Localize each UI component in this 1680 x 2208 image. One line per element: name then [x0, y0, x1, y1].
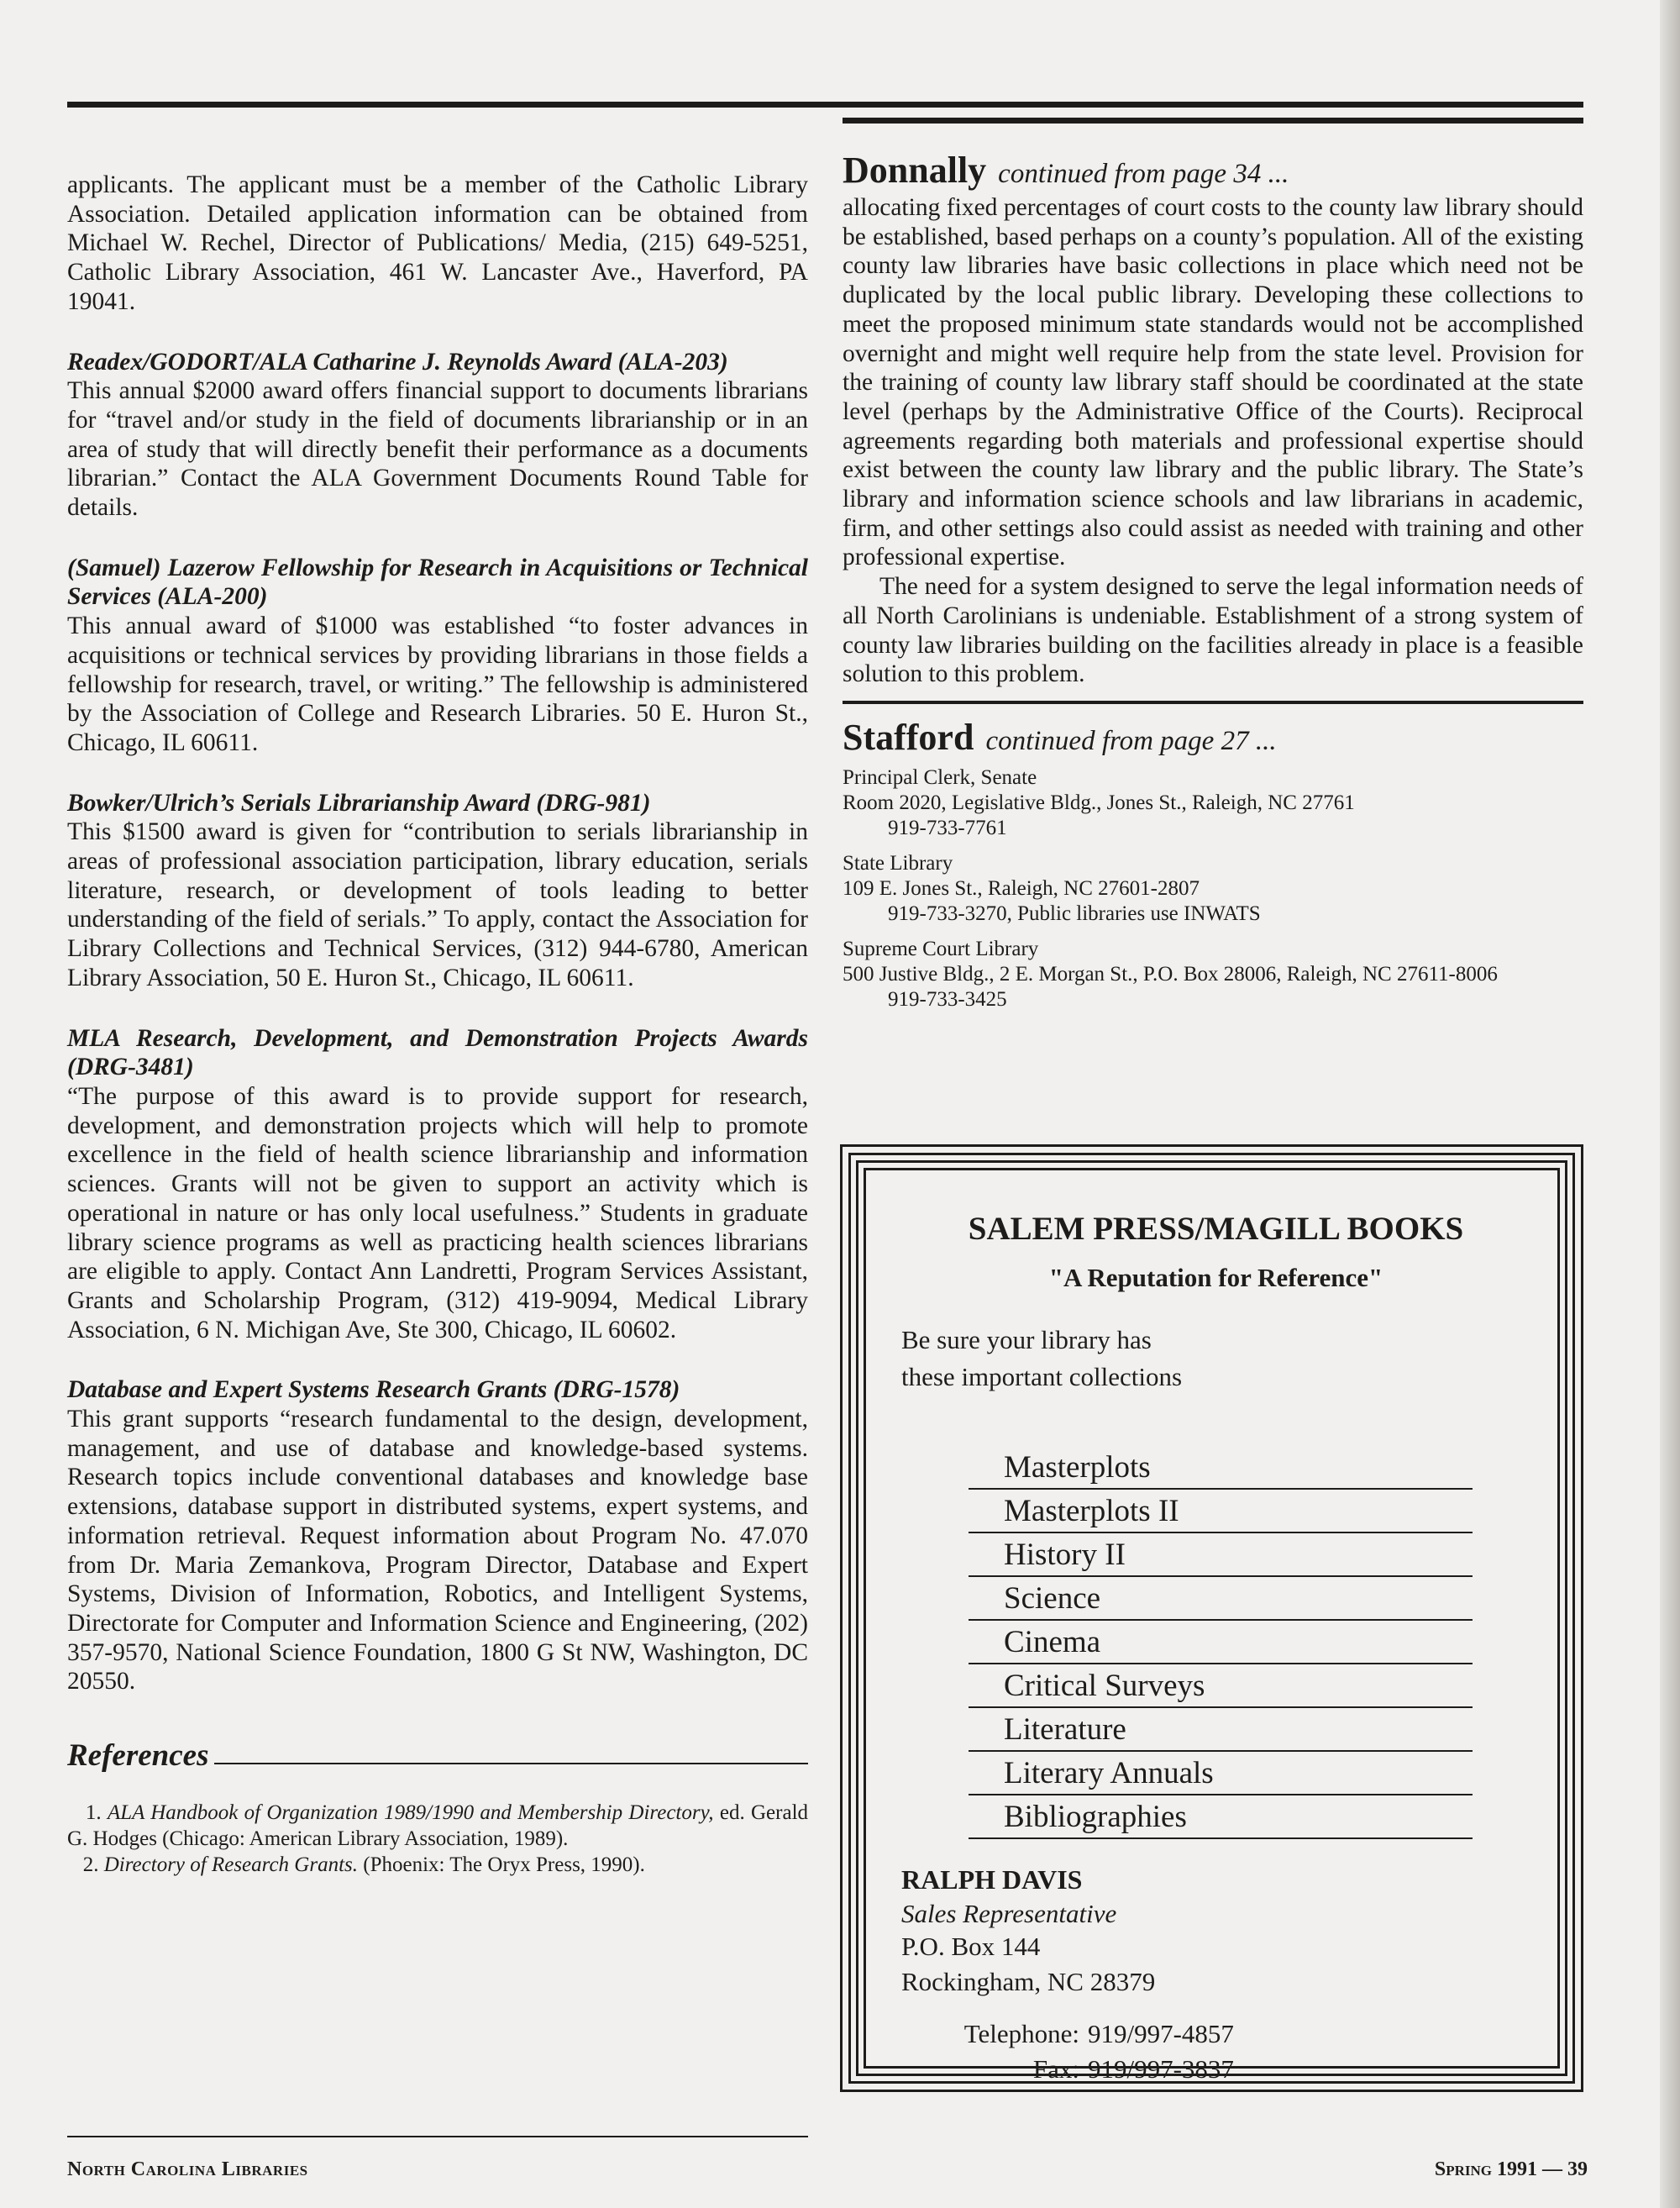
page-footer	[1435, 2158, 1588, 2181]
award-title-database: Database and Expert Systems Research Grants (DRG-1578)	[67, 1376, 680, 1404]
section-divider	[843, 701, 1583, 704]
references-heading-text: References	[67, 1738, 209, 1774]
award-title-mla: MLA Research, Development, and Demonstration Projects Awards (DRG-3481)	[67, 1024, 808, 1081]
address-block: State Library 109 E. Jones St., Raleigh, NC 27601-2807 919-733-3270, Public libraries use INWATS	[843, 851, 1261, 925]
issue-season: Spring 1991	[1434, 2158, 1537, 2180]
stafford-name: Stafford	[843, 716, 974, 758]
award-body-bowker: This $1500 award is given for “contribution to serials librarianship in areas of professional association participation, library education, serials literature, research, or development of tools leading to better understanding of the field of serials.” To apply, contact the Association for Library Collections and Technical Services, (312) 944-6780, American Library Association, 50 E. Huron St., Chicago, IL 60611.	[67, 818, 808, 991]
collection-item: Literary Annuals	[969, 1752, 1473, 1795]
collection-item: History II	[969, 1533, 1473, 1577]
intro-paragraph: applicants. The applicant must be a member of the Catholic Library Association. Detailed application information can be obtained from Michael W. Rechel, Director of Publications/ Media, (215) 649-5251, Catholic Library Association, 461 W. Lancaster Ave., Haverford, PA 19041.	[67, 171, 808, 315]
award-title-reynolds: Readex/GODORT/ALA Catharine J. Reynolds Award (ALA-203)	[67, 348, 728, 376]
stafford-continued: continued from page 27 ...	[985, 725, 1277, 756]
bottom-rule	[67, 2136, 808, 2137]
rep-name: RALPH DAVIS	[901, 1864, 1083, 1895]
stafford-heading	[843, 716, 1583, 759]
rep-role: Sales Representative	[901, 1899, 1117, 1928]
donnally-paragraph-2: The need for a system designed to serve the legal information needs of all North Carolinians is undeniable. Establishment of a strong system of county law libraries building on the facilities already in place is a feasible solution to this problem.	[843, 573, 1583, 688]
collection-list	[969, 1446, 1473, 1839]
ad-title: SALEM PRESS/MAGILL BOOKS	[968, 1211, 1464, 1247]
left-column	[67, 171, 808, 1878]
ad-subtitle: "A Reputation for Reference"	[1048, 1263, 1383, 1292]
ad-intro: Be sure your library has these important collections	[901, 1325, 1183, 1391]
rep-contact	[901, 2016, 1530, 2087]
collection-item: Literature	[969, 1708, 1473, 1752]
telephone-label: Telephone:	[963, 2019, 1079, 2048]
collection-item: Masterplots	[969, 1446, 1473, 1490]
collection-item: Cinema	[969, 1621, 1473, 1664]
reference-item: 2. Directory of Research Grants. (Phoenix: The Oryx Press, 1990).	[82, 1853, 645, 1876]
top-rule	[67, 102, 1583, 108]
right-column	[843, 118, 1583, 1023]
salem-press-advertisement	[840, 1144, 1583, 2092]
collection-item: Science	[969, 1577, 1473, 1621]
award-title-bowker: Bowker/Ulrich’s Serials Librarianship Award (DRG-981)	[67, 789, 651, 817]
page-number: — 39	[1542, 2158, 1588, 2180]
collection-item: Masterplots II	[969, 1490, 1473, 1533]
right-top-rule	[843, 118, 1583, 124]
donnally-continued: continued from page 34 ...	[998, 159, 1289, 189]
award-title-lazerow: (Samuel) Lazerow Fellowship for Research in Acquisitions or Technical Services (ALA-200)	[67, 554, 808, 611]
reference-item: 1. ALA Handbook of Organization 1989/1990 and Membership Directory, ed. Gerald G. Hodges (Chicago: American Library Association, 1989).	[67, 1801, 809, 1850]
journal-name: North Carolina Libraries	[67, 2158, 308, 2180]
collection-item: Critical Surveys	[969, 1664, 1473, 1708]
page-edge	[1660, 0, 1680, 2208]
telephone-number: 919/997-4857	[1088, 2019, 1234, 2048]
award-body-lazerow: This annual award of $1000 was established “to foster advances in acquisitions or technical services by providing librarians in those fields a fellowship for research, travel, or writing.” The fellowship is administered by the Association of College and Research Libraries. 50 E. Huron St., Chicago, IL 60611.	[67, 612, 808, 756]
donnally-paragraph-1: allocating fixed percentages of court costs to the county law library should be established, based perhaps on a county’s population. All of the existing county law libraries have basic collections in place which need not be duplicated by the local public library. Developing these collections to meet the proposed minimum state standards would not be accomplished overnight and might well require help from the state level. Provision for the training of county law library staff should be coordinated at the state level (perhaps by the Administrative Office of the Courts). Reciprocal agreements regarding both materials and professional expertise should exist between the county law library and the public library. The State’s library and information science schools and law librarians in academic, firm, and other settings also could assist as needed with training and other professional expertise.	[843, 194, 1583, 571]
rep-city: Rockingham, NC 28379	[901, 1967, 1156, 1996]
donnally-heading	[843, 149, 1583, 192]
donnally-name: Donnally	[843, 150, 987, 191]
rep-po-box: P.O. Box 144	[901, 1932, 1041, 1961]
references-list	[67, 1800, 808, 1878]
award-body-mla: “The purpose of this award is to provide support for research, development, and demonstration projects which will help to promote excellence in the field of health science librarianship and information sciences. Grants will not be given to support an activity which is operational in nature or has only local usefulness.” Students in graduate library science programs as well as practicing health sciences librarians are eligible to apply. Contact Ann Landretti, Program Services Assistant, Grants and Scholarship Program, (312) 419-9094, Medical Library Association, 6 N. Michigan Ave, Ste 300, Chicago, IL 60602.	[67, 1082, 808, 1343]
award-body-database: This grant supports “research fundamental to the design, development, management, and use of database and knowledge-based systems. Research topics include conventional databases and knowledge base extensions, database support in distributed systems, expert systems, and information retrieval. Request information about Program No. 47.070 from Dr. Maria Zemankova, Program Director, Database and Expert Systems, Division of Information, Robotics, and Intelligent Systems, Directorate for Computer and Information Science and Engineering, (202) 357-9570, National Science Foundation, 1800 G St NW, Washington, DC 20550.	[67, 1406, 808, 1695]
address-block: Principal Clerk, Senate Room 2020, Legislative Bldg., Jones St., Raleigh, NC 27761 919-733-7761	[843, 765, 1355, 839]
address-list	[843, 765, 1583, 1012]
collection-item: Bibliographies	[969, 1795, 1473, 1839]
donnally-body	[843, 193, 1583, 689]
award-body-reynolds: This annual $2000 award offers financial support to documents librarians for “travel and/or study in the field of documents librarianship or in an area of study that will directly benefit their performance as a documents librarian.” Contact the ALA Government Documents Round Table for details.	[67, 377, 808, 522]
fax-label: Fax:	[1032, 2054, 1079, 2084]
address-block: Supreme Court Library 500 Justive Bldg., 2 E. Morgan St., P.O. Box 28006, Raleigh, NC 27611-8006 919-733-3425	[843, 937, 1498, 1011]
fax-number: 919/997-3837	[1088, 2054, 1234, 2084]
references-heading	[67, 1738, 808, 1774]
